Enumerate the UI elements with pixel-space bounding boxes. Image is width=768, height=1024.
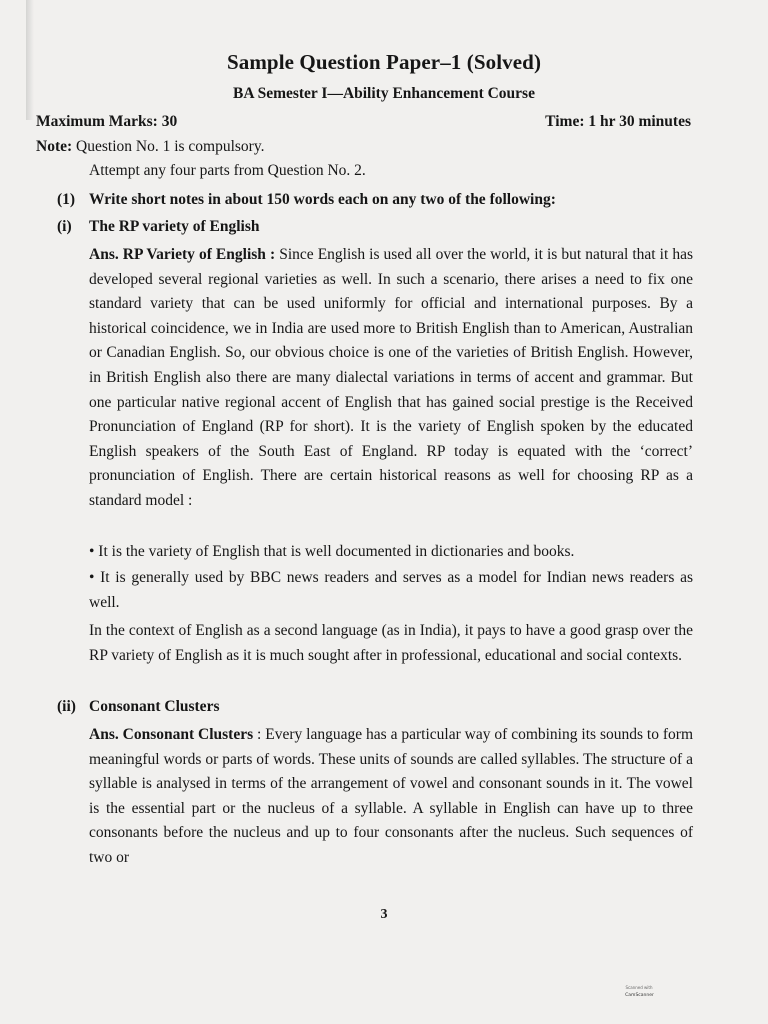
- note-label: Note:: [36, 138, 73, 155]
- scanner-watermark: [625, 985, 653, 1009]
- note-line-2: Attempt any four parts from Question No. 2.: [89, 162, 366, 179]
- question-1-heading: [57, 191, 556, 209]
- part-ii-heading: [57, 698, 219, 716]
- exam-time: Time: 1 hr 30 minutes: [545, 113, 691, 130]
- part-i-bullet-2: • It is generally used by BBC news readers and serves as a model for Indian news readers as well.: [89, 569, 693, 611]
- part-i-answer: [89, 243, 693, 514]
- part-ii-number: (ii): [57, 698, 76, 715]
- scanner-line-1: Scanned with: [625, 985, 653, 990]
- part-ii-answer-label: Ans. Consonant Clusters: [89, 726, 254, 743]
- part-ii-answer-text: : Every language has a particular way of combining its sounds to form meaningful words or parts of words. These units of sounds are called syllables. The structure of a syllable is analysed in terms of the arrangement of vowel and consonant sounds in it. The vowel is the essential part or the nucleus of a syllable. A syllable in English can have up to three consonants before the nucleus and up to four consonants after the nucleus. Such sequences of two or: [89, 726, 693, 866]
- part-i-closing: In the context of English as a second language (as in India), it pays to have a good grasp over the RP variety of English as it is much sought after in professional, educational and social contexts.: [89, 622, 693, 664]
- question-1-text: Write short notes in about 150 words each on any two of the following:: [89, 191, 556, 208]
- page-title: Sample Question Paper–1 (Solved): [226, 50, 542, 74]
- part-i-number: (i): [57, 218, 72, 235]
- note-text-1: Question No. 1 is compulsory.: [76, 138, 265, 155]
- part-ii-answer: [89, 723, 693, 871]
- part-i-title: The RP variety of English: [89, 218, 260, 235]
- note-line-1: [36, 138, 264, 156]
- part-i-answer-label: Ans. RP Variety of English :: [89, 246, 276, 263]
- maximum-marks: Maximum Marks: 30: [36, 113, 178, 130]
- scanner-line-2: CamScanner: [625, 993, 654, 998]
- question-1-number: (1): [57, 191, 76, 208]
- marks-time-row: [36, 113, 691, 131]
- page-number: 3: [380, 907, 388, 922]
- part-i-heading: [57, 218, 260, 236]
- part-i-answer-text: Since English is used all over the world, it is but natural that it has developed several regional varieties as well. In such a scenario, there arises a need to fix one standard variety that can be used uniformly for official and international purposes. By a historical coincidence, we in India are used more to British English than to American, Australian or Canadian English. So, our obvious choice is one of the varieties of British English. However, in British English also there are many dialectal variations in terms of accent and grammar. But one particular native regional accent of English that has gained social prestige is the Received Pronunciation of England (RP for short). It is the variety of English spoken by the educated English speakers of the South East of England. RP today is equated with the ‘correct’ pronunciation of English. There are certain historical reasons as well for choosing RP as a standard model :: [89, 246, 693, 509]
- part-i-bullet-1: • It is the variety of English that is well documented in dictionaries and books.: [89, 543, 575, 560]
- page-subtitle: BA Semester I—Ability Enhancement Course: [233, 85, 535, 102]
- part-ii-title: Consonant Clusters: [89, 698, 220, 715]
